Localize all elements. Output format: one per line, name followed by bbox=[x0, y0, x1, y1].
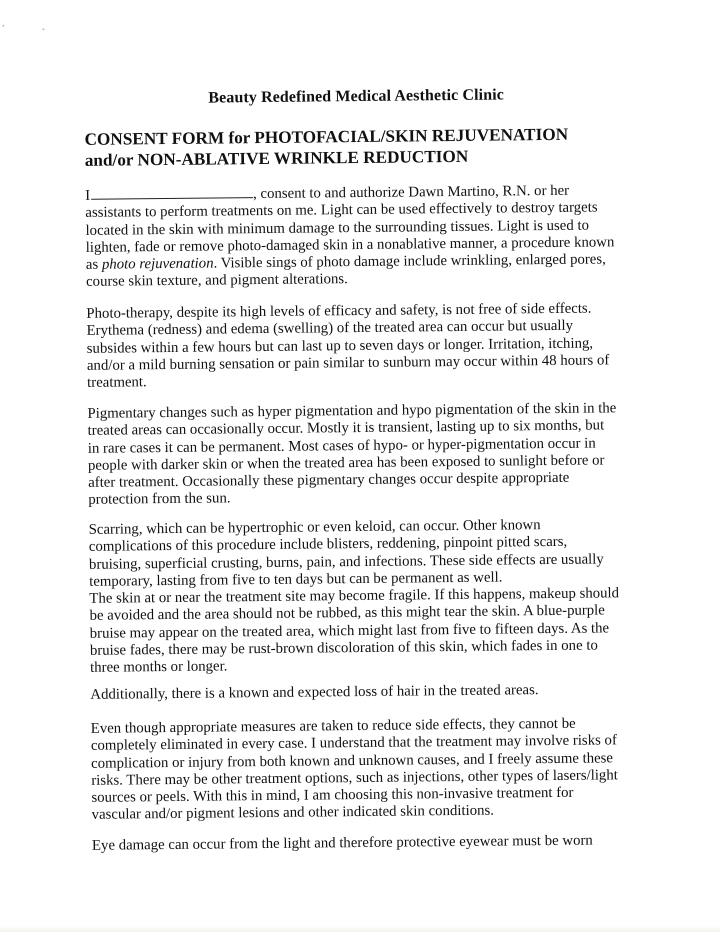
clinic-name: Beauty Redefined Medical Aesthetic Clinic bbox=[208, 86, 505, 107]
paragraph-line: complications of this procedure include blisters, reddening, pinpoint pitted scars, bbox=[88, 534, 568, 556]
scan-edge-shadow bbox=[0, 926, 720, 932]
paragraph-line: Eye damage can occur from the light and therefore protective eyewear must be worn bbox=[91, 832, 593, 854]
photo-rejuvenation-term: photo rejuvenation bbox=[101, 255, 214, 273]
consent-line-1-text: , consent to and authorize Dawn Martino, R.N. or her bbox=[253, 182, 570, 203]
paragraph-line: people with darker skin or when the treated area has been exposed to sunlight before or bbox=[87, 452, 605, 474]
scarring-paragraph bbox=[89, 516, 651, 678]
paragraph-line: after treatment. Occasionally these pigmentary changes occur despite appropriate bbox=[88, 469, 570, 492]
paragraph-line: subsides within a few hours but can last up to seven days or longer. Irritation, itching, bbox=[86, 335, 594, 357]
form-title-line-2: and/or NON-ABLATIVE WRINKLE REDUCTION bbox=[84, 146, 469, 170]
consent-prefix: I bbox=[85, 187, 91, 204]
paragraph-line: bruising, superficial crusting, burns, pain, and infections. These side effects are usually bbox=[88, 551, 604, 573]
eye-damage-paragraph bbox=[92, 832, 652, 855]
paragraph-line: The skin at or near the treatment site may become fragile. If this happens, makeup should bbox=[89, 585, 620, 608]
side-effects-paragraph bbox=[86, 300, 647, 392]
paragraph-line: Even though appropriate measures are taken to reduce side effects, they cannot be bbox=[90, 715, 576, 737]
scan-speck bbox=[2, 25, 4, 27]
paragraph-line: Photo-therapy, despite its high levels of efficacy and safety, is not free of side effects. bbox=[86, 300, 592, 322]
consent-line-4: lighten, fade or remove photo-damaged skin in a nonablative manner, a procedure known bbox=[85, 234, 615, 256]
paragraph-line: in rare cases it can be permanent. Most cases of hypo- or hyper-pigmentation occur in bbox=[87, 435, 596, 457]
paragraph-line: complication or injury from both known and unknown causes, and I freely assume these bbox=[91, 749, 614, 772]
paragraph-line: Pigmentary changes such as hyper pigmentation and hypo pigmentation of the skin in the bbox=[87, 400, 617, 422]
consent-line-2: assistants to perform treatments on me. Light can be used effectively to destroy targets bbox=[85, 199, 598, 222]
paragraph-line: completely eliminated in every case. I understand that the treatment may involve risks of bbox=[90, 732, 617, 755]
paragraph-line: Scarring, which can be hypertrophic or even keloid, can occur. Other known bbox=[88, 517, 541, 538]
paragraph-line: sources or peels. With this in mind, I am choosing this non-invasive treatment for bbox=[91, 784, 574, 807]
form-title-line-1: CONSENT FORM for PHOTOFACIAL/SKIN REJUVENATION bbox=[84, 124, 569, 149]
consent-line-3: located in the skin with minimum damage to the surrounding tissues. Light is used to bbox=[85, 217, 590, 239]
paragraph-line: treatment. bbox=[87, 374, 147, 392]
form-title bbox=[84, 124, 568, 171]
paragraph-line: bruise fades, there may be rust-brown discoloration of this skin, which fades in one to bbox=[89, 637, 598, 659]
paragraph-line: risks. There may be other treatment options, such as injections, other types of lasers/light bbox=[91, 767, 618, 789]
paragraph-line: Additionally, there is a known and expected loss of hair in the treated areas. bbox=[90, 682, 539, 703]
hair-loss-paragraph bbox=[90, 681, 650, 704]
patient-name-blank[interactable] bbox=[91, 184, 253, 200]
paragraph-line: three months or longer. bbox=[90, 658, 228, 677]
risk-paragraph bbox=[91, 715, 652, 825]
paragraph-line: protection from the sun. bbox=[88, 490, 231, 509]
consent-line-5-text: . Visible sings of photo damage include wrinkling, enlarged pores, bbox=[213, 251, 606, 272]
paragraph-line: bruise may appear on the treated area, which might last from five to fifteen days. As the bbox=[89, 620, 610, 642]
consent-paragraph bbox=[85, 180, 646, 292]
paragraph-line: vascular and/or pigment lesions and other indicated skin conditions. bbox=[91, 803, 495, 824]
pigmentary-paragraph bbox=[87, 400, 648, 510]
paragraph-line: Erythema (redness) and edema (swelling) of the treated area can occur but usually bbox=[86, 318, 574, 340]
paragraph-line: treated areas can occasionally occur. Mostly it is transient, lasting up to six months, but bbox=[87, 417, 605, 440]
consent-line-6: course skin texture, and pigment alterations. bbox=[85, 271, 348, 291]
paragraph-line: temporary, lasting from five to ten days but can be permanent as well. bbox=[89, 569, 503, 590]
consent-line-5-prefix: as bbox=[85, 256, 102, 274]
paragraph-line: be avoided and the area should not be rubbed, as this might tear the skin. A blue-purple bbox=[89, 602, 605, 625]
scan-speck bbox=[42, 28, 44, 30]
paragraph-line: and/or a mild burning sensation or pain similar to sunburn may occur within 48 hours of bbox=[86, 352, 610, 374]
